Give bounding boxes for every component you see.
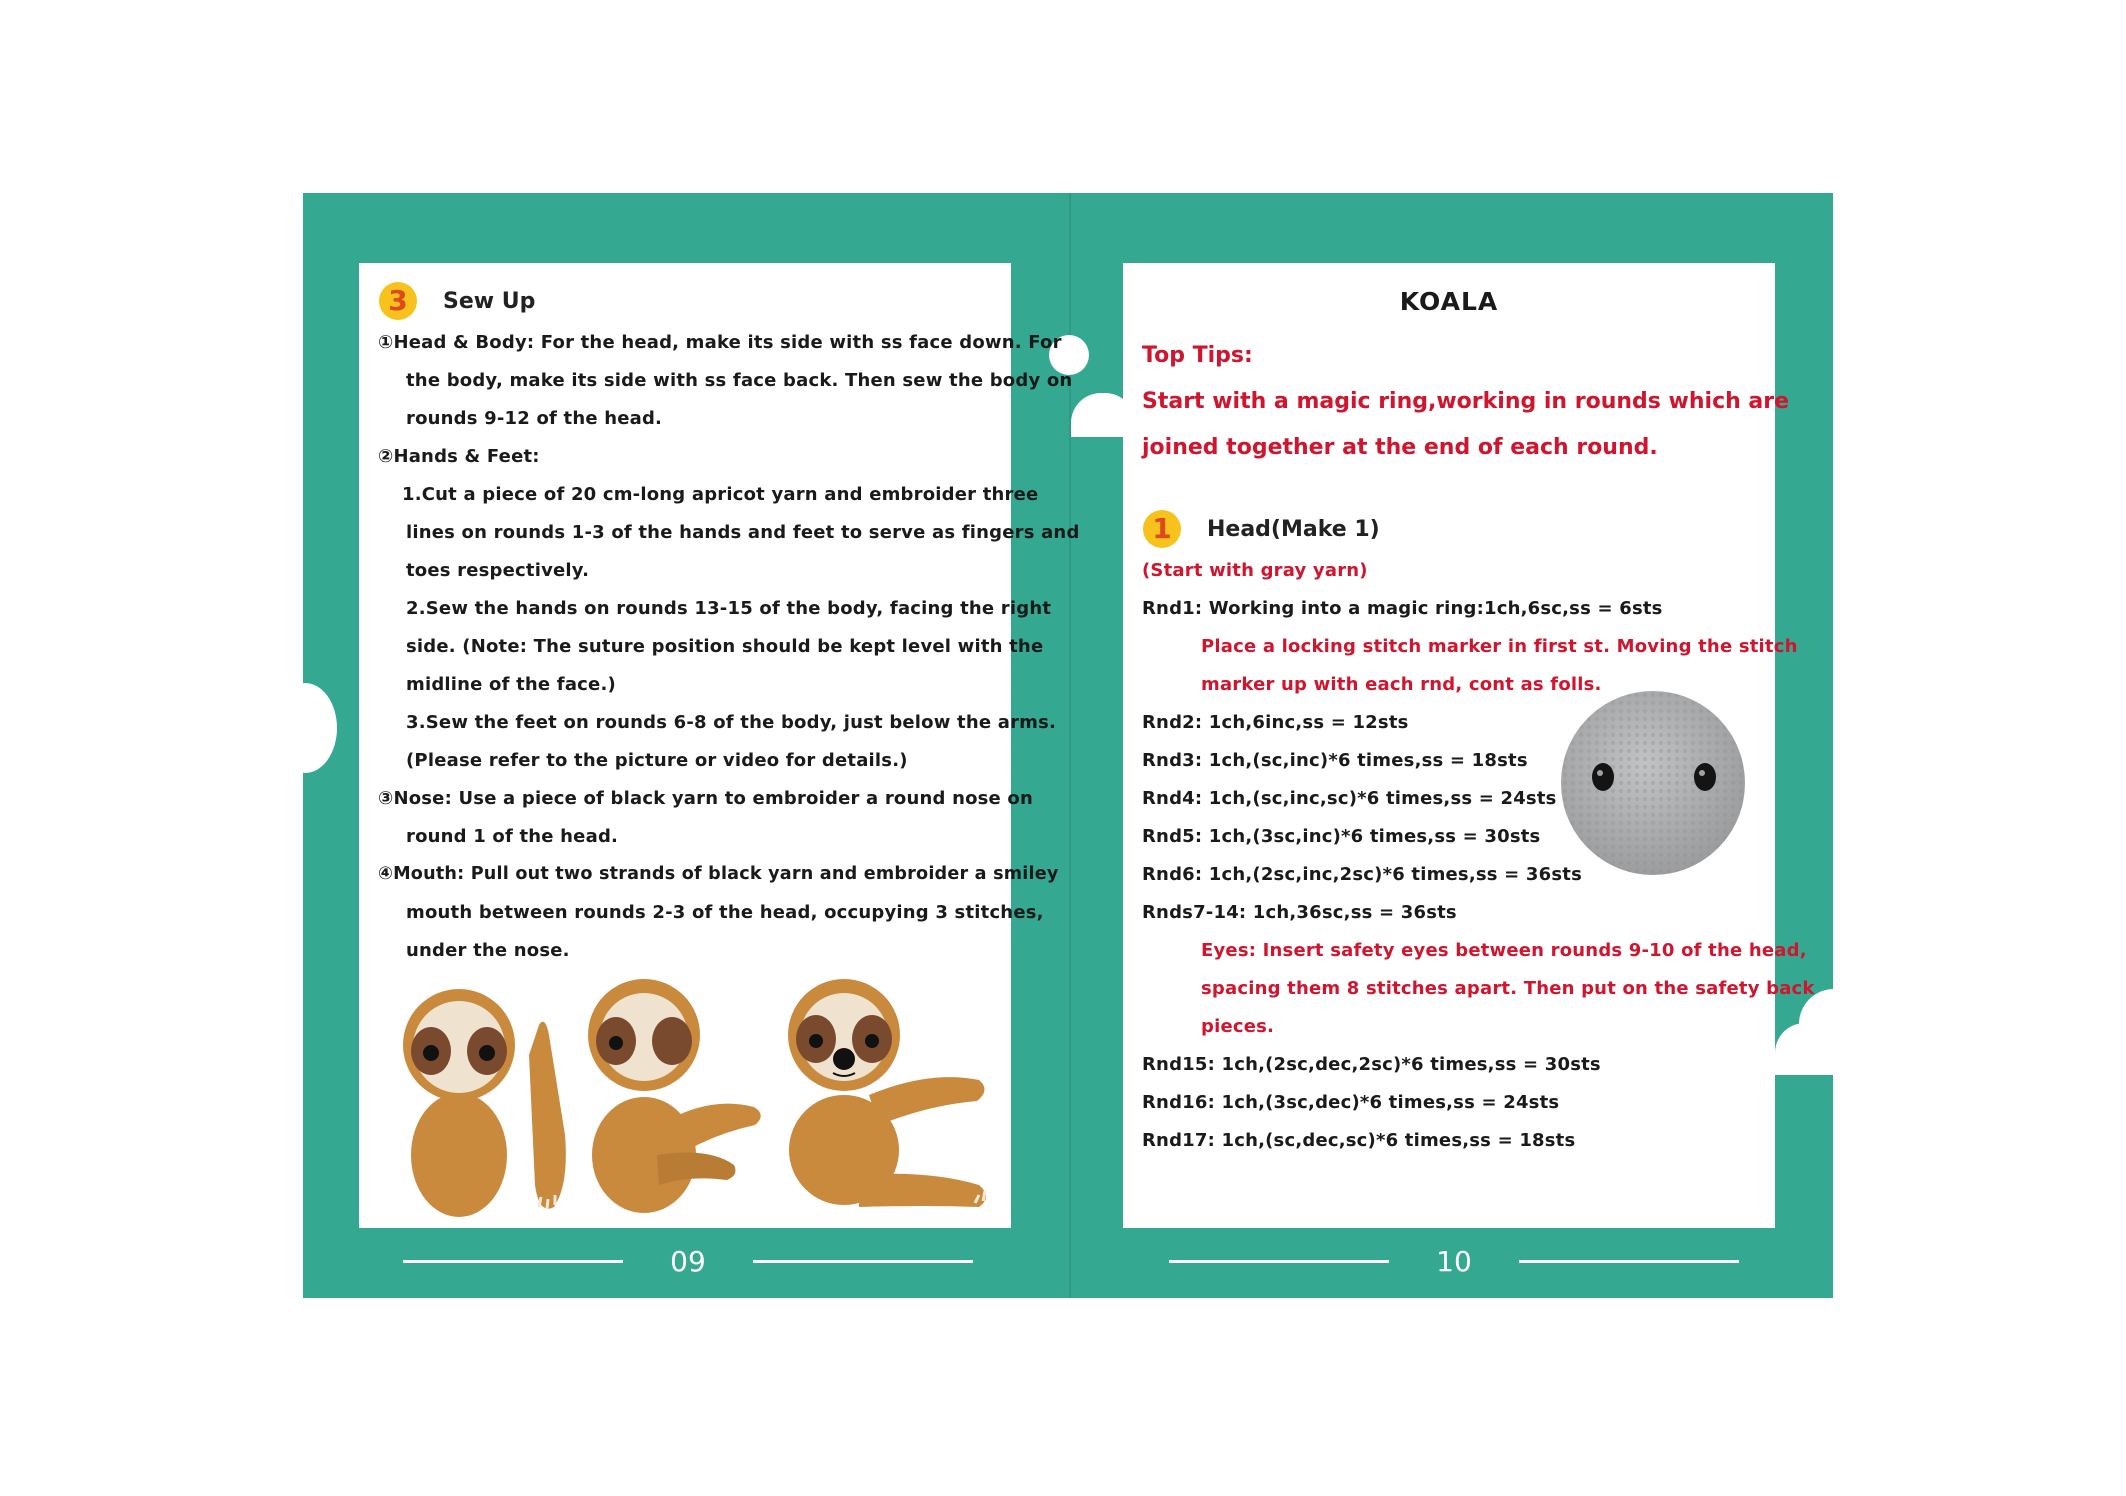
cloud-decoration-right: [1775, 1023, 1845, 1075]
page-number-left: 09: [670, 1245, 706, 1278]
instruction-line: midline of the face.): [406, 674, 616, 695]
instruction-line: ④Mouth: Pull out two strands of black yarn and embroider a smiley: [378, 864, 1059, 884]
instruction-line: mouth between rounds 2-3 of the head, occupying 3 stitches,: [406, 902, 1044, 923]
instruction-line: (Please refer to the picture or video for details.): [406, 750, 908, 771]
sloth-body-with-arm-figure: [588, 979, 761, 1213]
footer-line: [753, 1260, 973, 1263]
footer-line: [1519, 1260, 1739, 1263]
sloth-complete-figure: [788, 979, 986, 1207]
instruction-line: under the nose.: [406, 940, 570, 961]
eyes-note: pieces.: [1201, 1016, 1275, 1037]
instruction-line: side. (Note: The suture position should be kept level with the: [406, 636, 1044, 657]
step-title-sew-up: Sew Up: [443, 289, 536, 314]
booklet-spread: [303, 193, 1833, 1298]
step-3-badge: 3: [379, 282, 417, 320]
round-line: Rnd6: 1ch,(2sc,inc,2sc)*6 times,ss = 36sts: [1142, 864, 1583, 885]
instruction-line: lines on rounds 1-3 of the hands and feet to serve as fingers and: [406, 522, 1080, 543]
instruction-line: ③Nose: Use a piece of black yarn to embroider a round nose on: [378, 788, 1034, 809]
eyes-note: Eyes: Insert safety eyes between rounds 9-10 of the head,: [1201, 940, 1807, 961]
step-title-head: Head(Make 1): [1207, 517, 1380, 542]
instruction-line: ①Head & Body: For the head, make its side with ss face down. For: [378, 332, 1062, 353]
instruction-line: rounds 9-12 of the head.: [406, 408, 663, 429]
left-page-panel: [359, 263, 1080, 1228]
round-line: Rnd2: 1ch,6inc,ss = 12sts: [1142, 712, 1409, 733]
sloth-assembly-illustration: [389, 975, 999, 1225]
eyes-note: spacing them 8 stitches apart. Then put on the safety back: [1201, 978, 1815, 999]
instruction-line: round 1 of the head.: [406, 826, 619, 847]
instruction-line: ②Hands & Feet:: [378, 446, 540, 467]
footer-line: [403, 1260, 623, 1263]
right-page-panel: [1123, 263, 1815, 1228]
instruction-line: the body, make its side with ss face back. Then sew the body on: [406, 370, 1073, 391]
koala-head-illustration: [1553, 683, 1753, 883]
round-line: Rnd15: 1ch,(2sc,dec,2sc)*6 times,ss = 30sts: [1142, 1054, 1601, 1075]
round-line: Rnd17: 1ch,(sc,dec,sc)*6 times,ss = 18sts: [1142, 1130, 1576, 1151]
top-tips-line: Start with a magic ring,working in rounds which are: [1142, 389, 1790, 414]
round-line: Rnd4: 1ch,(sc,inc,sc)*6 times,ss = 24sts: [1142, 788, 1557, 809]
instruction-line: toes respectively.: [406, 560, 590, 581]
sloth-head-body-figure: [403, 989, 515, 1217]
marker-note: marker up with each rnd, cont as folls.: [1201, 674, 1602, 695]
instruction-line: 1.Cut a piece of 20 cm-long apricot yarn and embroider three: [402, 484, 1039, 505]
marker-note: Place a locking stitch marker in first st. Moving the stitch: [1201, 636, 1798, 657]
footer-line: [1169, 1260, 1389, 1263]
instruction-line: 2.Sew the hands on rounds 13-15 of the body, facing the right: [406, 598, 1052, 619]
round-line: Rnd3: 1ch,(sc,inc)*6 times,ss = 18sts: [1142, 750, 1528, 771]
left-edge-notch: [273, 683, 337, 773]
round-line: Rnd16: 1ch,(3sc,dec)*6 times,ss = 24sts: [1142, 1092, 1560, 1113]
page-number-right: 10: [1436, 1245, 1472, 1278]
top-tips-label: Top Tips:: [1142, 343, 1253, 368]
round-line: Rnd1: Working into a magic ring:1ch,6sc,ss = 6sts: [1142, 598, 1663, 619]
round-line: Rnd5: 1ch,(3sc,inc)*6 times,ss = 30sts: [1142, 826, 1541, 847]
instruction-line: 3.Sew the feet on rounds 6-8 of the body, just below the arms.: [406, 712, 1057, 733]
step-1-badge: 1: [1143, 510, 1181, 548]
page-title: KOALA: [1399, 287, 1499, 316]
sloth-arm-piece: [529, 1022, 566, 1209]
round-line: Rnds7-14: 1ch,36sc,ss = 36sts: [1142, 902, 1457, 923]
top-tips-line: joined together at the end of each round.: [1142, 435, 1658, 460]
yarn-note: (Start with gray yarn): [1142, 560, 1368, 581]
